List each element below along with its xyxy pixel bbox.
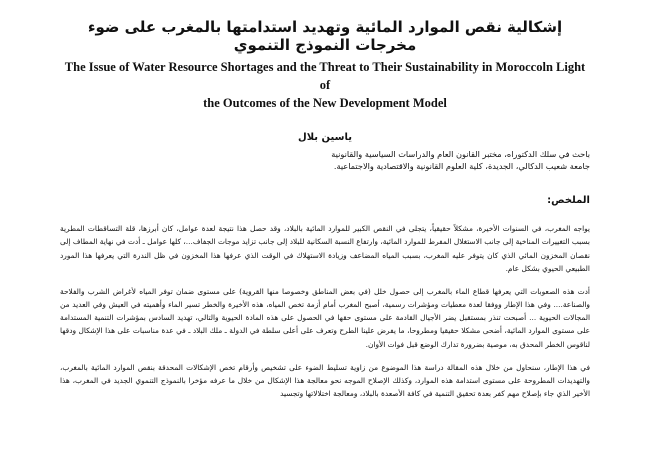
abstract-paragraph-2: أدت هذه الصعوبات التي يعرفها قطاع الماء بالمغرب إلى حصول خلل (في بعض المناطق وخصوصا منها القروية) على مستوى ضمان توفر المياه لأغراض الشرب والفلاحة والصناعة.... وفي هذا الإطار ووفقا لعدة معطيات ومؤشرات رسمية، أصبح المغرب أمام أزمة تخص المياه، هذه الأخيرة والخطر تسير الماء وأهميته في العيش وفي العديد من المجالات الحيوية ... أصبحت تنذر بمستقبل يضر الأجيال القادمة على مستوى حقها في الحصول على هذه المادة الحيوية والتالي، تهديد السادس بمؤشرات التنمية المستدامة على مستوى الموارد المائية، أضحى مشكلا حقيقيا ومطروحا، ما يفرض علينا الطرح وتعرف على أعلى سلطة في الدولة ـ ملك البلاد ـ في عدة مناسبات على هذا الإشكال ودقها لناقوس الخطر المحدق به، موصية بضرورة تدارك الوضع قبل فوات الأوان.: [60, 286, 590, 349]
abstract-paragraph-1: يواجه المغرب، في السنوات الأخيرة، مشكلاً حقيقياً، يتجلى في النقص الكبير للموارد المائية بالبلاد، وقد حصل هذا نتيجة لعدة عوامل، كان أبرزها، قلة التساقطات المطرية بسبب التغييرات المناخية إلى جانب الاستغلال المفرط للموارد المائية، وارتفاع النسبة السكانية للبلاد إلى جانب تزايد موجات الجفاف...، كلها عوامل ـ أدت في نهاية المطاف إلى نقصان المخزون المائي الذي كان يتوفر عليه المغرب، بسبب المياه المضاعف وزيادة الاستهلاك في الوقت الذي عرفها هذا المخزون في ظل الندرة التي يعرفها هذا المورد الطبيعي الحيوي بشكل عام.: [60, 224, 590, 273]
author-block: [60, 132, 590, 173]
paper-page: [0, 18, 650, 451]
author-name: ياسين بلال: [298, 132, 352, 144]
title-english: [60, 58, 590, 112]
abstract-heading: الملخص:: [547, 195, 590, 207]
title-english-line-2: the Outcomes of the New Development Model: [203, 96, 447, 111]
abstract-paragraph-3: في هذا الإطار، سنحاول من خلال هذه المقالة دراسة هذا الموضوع من زاوية تسليط الضوء على تشخيص وأرقام تخص الإشكالات المحدقة بنقص الموارد المائية بالمغرب، والتهديدات المطروحة على مستوى استدامة هذه الموارد، وكذلك الإصلاح الموجه نحو معالجة هذا الإشكال من خلال ما عرفه مؤخرا بالنموذج التنموي الجديد في المغرب، هذا الأخير الذي جاء بإصلاح مهم كفر بعدة تحقيق التنمية في كافة الأصعدة بالبلاد، ومعالجة اختلالاتها وتجسيد: [60, 362, 590, 399]
title-english-line-1: The Issue of Water Resource Shortages and the Threat to Their Sustainability in Moroccoln Light of: [64, 60, 586, 93]
author-affiliation-1: باحث في سلك الدكتوراه، مختبر القانون العام والدراسات السياسية والقانونية: [331, 149, 590, 160]
author-affiliation-2: جامعة شعيب الدكالي، الجديدة، كلية العلوم القانونية والاقتصادية والاجتماعية.: [333, 161, 590, 172]
title-arabic: إشكالية نقص الموارد المائية وتهديد استدامتها بالمغرب على ضوء مخرجات النموذج التنموي: [87, 18, 563, 54]
